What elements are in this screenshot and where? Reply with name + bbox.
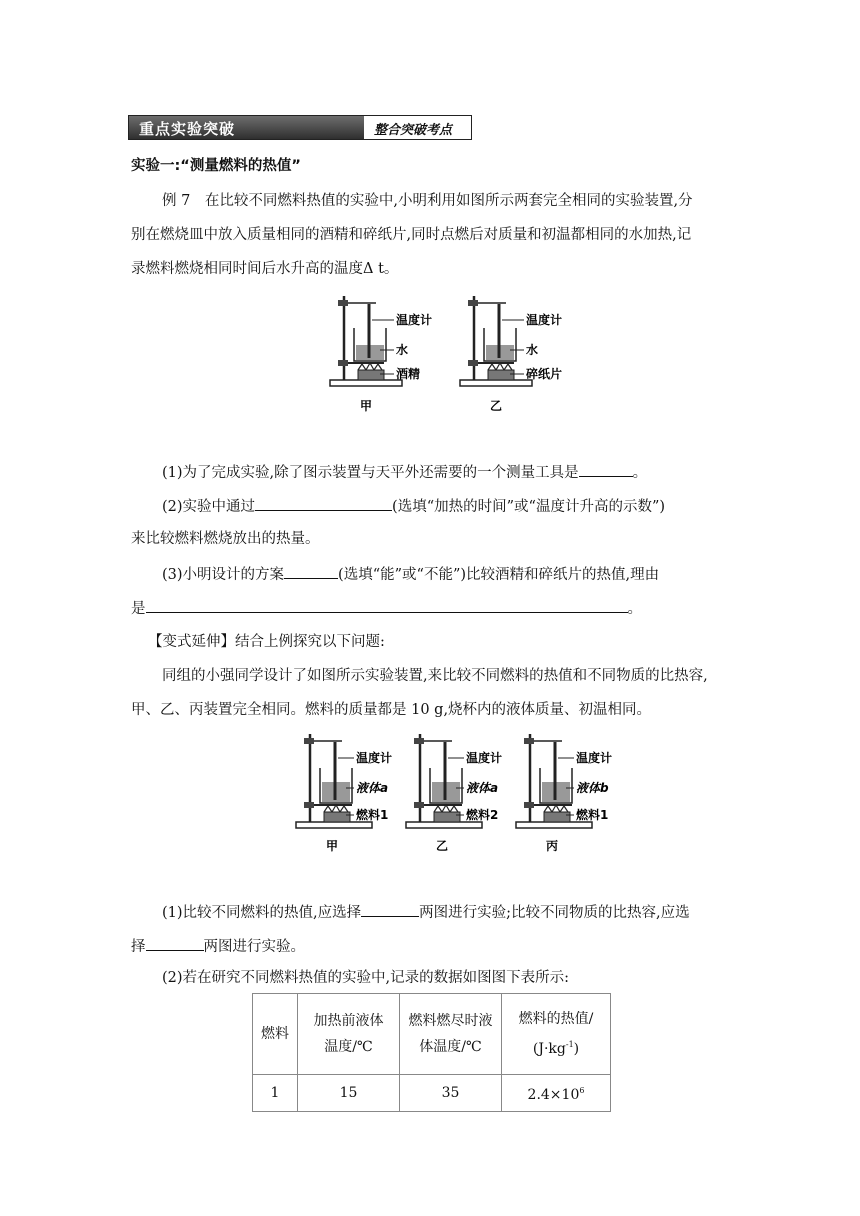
table-cell: $2.4\times 10^6$ [502, 1075, 611, 1112]
flame [434, 805, 458, 812]
answer-blank[interactable] [284, 563, 338, 579]
extension-paragraph-1: 同组的小强同学设计了如图所示实验装置,来比较不同燃料的热值和不同物质的比热容, [162, 668, 708, 684]
banner-subtitle-block [364, 116, 471, 139]
question-3: (3)小明设计的方案 (选填“能”或“不能”)比较酒精和碎纸片的热值,理由 [162, 563, 659, 585]
ring-clamp [338, 360, 348, 366]
caption: 甲 [326, 839, 339, 853]
base-plate [516, 822, 592, 828]
clamp [338, 300, 348, 306]
example-line-2: 别在燃烧皿中放入质量相同的酒精和碎纸片,同时点燃后对质量和初温都相同的水加热,记 [131, 227, 692, 243]
ring-clamp [414, 802, 424, 808]
clamp [524, 738, 534, 744]
label-fuel: 酒精 [396, 367, 421, 381]
banner-subtitle: 整合突破考点 [374, 123, 453, 138]
extension-question-2: (2)若在研究不同燃料热值的实验中,记录的数据如图图下表所示: [162, 970, 570, 986]
question-1: (1)为了完成实验,除了图示装置与天平外还需要的一个测量工具是 。 [162, 461, 647, 483]
extension-paragraph-2: 甲、乙、丙装置完全相同。燃料的质量都是 10 g,烧杯内的液体质量、初温相同。 [131, 702, 652, 718]
burner-dish [488, 370, 514, 380]
banner-title: 重点实验突破 [139, 120, 236, 138]
experiment-heading: 实验一:“测量燃料的热值” [131, 158, 301, 174]
label-thermometer: 温度计 [356, 751, 393, 765]
extension-intro: 【变式延伸】结合上例探究以下问题: [148, 634, 385, 650]
caption: 甲 [360, 399, 373, 413]
caption: 丙 [546, 839, 559, 853]
base-plate [406, 822, 482, 828]
label-fuel: 燃料2 [466, 808, 499, 822]
question-3-line-2: 是 。 [131, 597, 642, 619]
ring-clamp [524, 802, 534, 808]
label-liquid: 液体b [576, 781, 609, 795]
question-2-line-2: 来比较燃料燃烧放出的热量。 [131, 531, 320, 547]
answer-blank[interactable] [146, 597, 628, 613]
answer-blank[interactable] [361, 901, 419, 917]
table-cell: 1 [253, 1075, 298, 1112]
apparatus-left [330, 296, 432, 413]
figure-1 [322, 292, 592, 422]
table-header-cell: 燃料燃尽时液 体温度/℃ [400, 994, 502, 1075]
label-fuel: 燃料1 [576, 808, 609, 822]
ring-clamp [468, 360, 478, 366]
flame [358, 363, 382, 370]
label-thermometer: 温度计 [396, 313, 433, 327]
label-liquid: 液体a [466, 781, 499, 795]
banner-title-block [129, 116, 364, 139]
flame [324, 805, 348, 812]
label-thermometer: 温度计 [526, 313, 563, 327]
burner-dish [324, 812, 350, 822]
base-plate [296, 822, 372, 828]
clamp [414, 738, 424, 744]
figure-2 [290, 730, 620, 860]
table-header-cell: 燃料 [253, 994, 298, 1075]
section-banner [128, 115, 472, 140]
table-cell: 15 [298, 1075, 400, 1112]
question-2: (2)实验中通过 (选填“加热的时间”或“温度计升高的示数”) [162, 495, 665, 517]
burner-dish [358, 370, 384, 380]
apparatus-b [406, 734, 502, 853]
flame [488, 363, 512, 370]
clamp [304, 738, 314, 744]
base-plate [330, 380, 402, 386]
label-liquid: 水 [526, 343, 539, 357]
caption: 乙 [490, 399, 503, 413]
table-header-cell: 燃料的热值/ $(J\cdot kg^{-1})$ [502, 994, 611, 1075]
answer-blank[interactable] [146, 935, 204, 951]
label-liquid: 水 [396, 343, 409, 357]
label-liquid: 液体a [356, 781, 389, 795]
table-header-cell: 加热前液体 温度/℃ [298, 994, 400, 1075]
example-line-1: 例 7 在比较不同燃料热值的实验中,小明利用如图所示两套完全相同的实验装置,分 [162, 193, 693, 209]
answer-blank[interactable] [579, 461, 633, 477]
extension-question-1: (1)比较不同燃料的热值,应选择 两图进行实验;比较不同物质的比热容,应选 [162, 901, 690, 923]
burner-dish [544, 812, 570, 822]
ring-clamp [304, 802, 314, 808]
flame [544, 805, 568, 812]
data-table [252, 993, 611, 1112]
apparatus-a [296, 734, 392, 853]
base-plate [460, 380, 532, 386]
example-line-3: 录燃料燃烧相同时间后水升高的温度Δ t。 [131, 261, 399, 277]
apparatus-c [516, 734, 612, 853]
table-cell: 35 [400, 1075, 502, 1112]
caption: 乙 [436, 839, 449, 853]
table-row [253, 1075, 611, 1112]
label-thermometer: 温度计 [576, 751, 613, 765]
apparatus-right [460, 296, 562, 413]
label-thermometer: 温度计 [466, 751, 503, 765]
burner-dish [434, 812, 460, 822]
label-fuel: 碎纸片 [526, 367, 563, 381]
clamp [468, 300, 478, 306]
extension-question-1-line-2: 择 两图进行实验。 [131, 935, 305, 957]
answer-blank[interactable] [255, 495, 392, 511]
table-header-row [253, 994, 611, 1075]
label-fuel: 燃料1 [356, 808, 389, 822]
